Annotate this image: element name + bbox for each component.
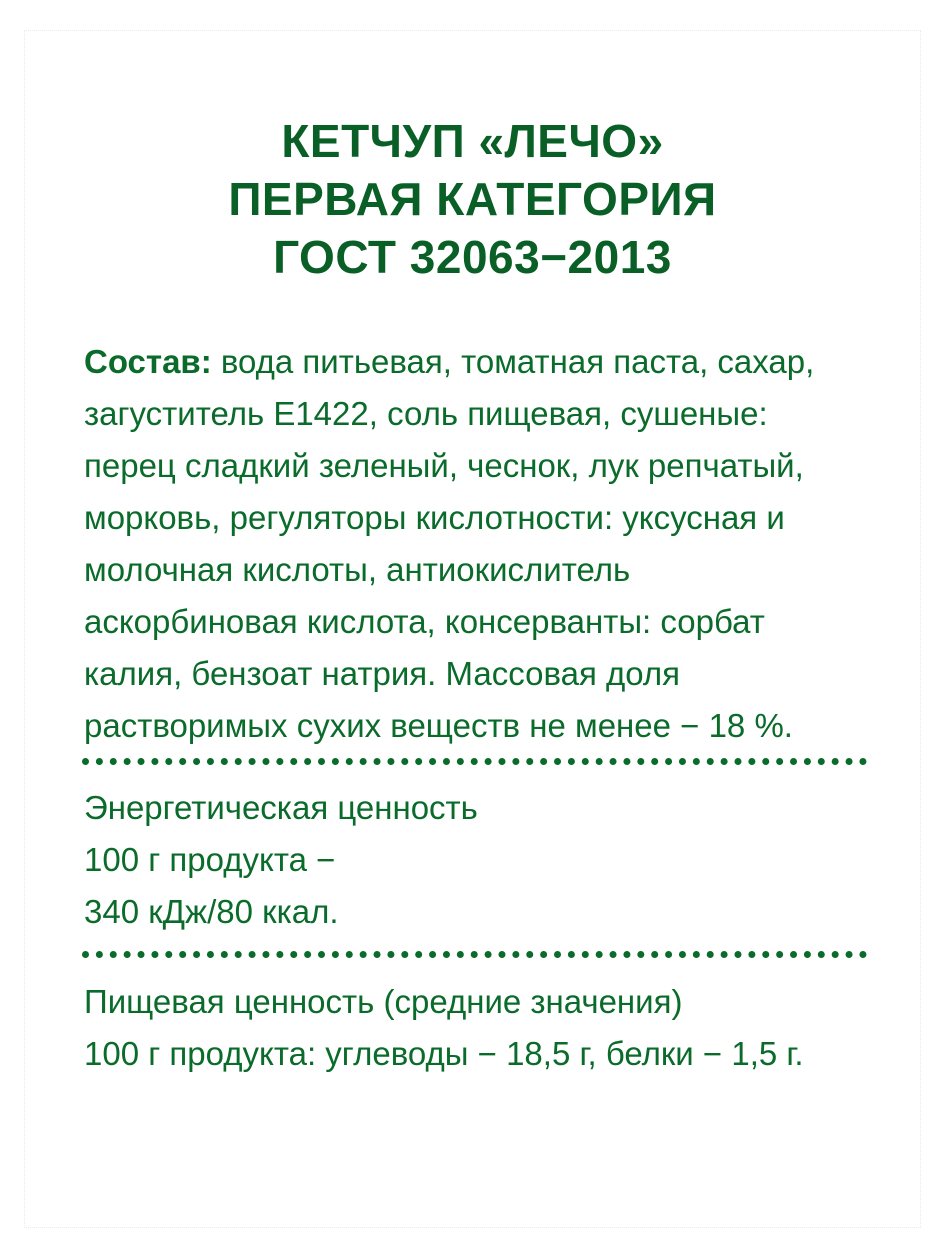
composition-text: вода питьевая, томатная паста, сахар, <box>211 343 815 380</box>
composition-line: загуститель Е1422, соль пищевая, сушеные: <box>84 395 768 432</box>
composition-line <box>84 336 874 388</box>
title-line-product: КЕТЧУП «ЛЕЧО» <box>281 115 664 167</box>
composition-section <box>84 336 874 752</box>
composition-line: молочная кислоты, антиокислитель <box>84 551 631 588</box>
energy-section <box>84 782 874 938</box>
title-line-standard: ГОСТ 32063−2013 <box>273 231 672 283</box>
product-title <box>0 112 945 286</box>
composition-line: растворимых сухих веществ не менее − 18 %. <box>84 707 793 744</box>
title-line-category: ПЕРВАЯ КАТЕГОРИЯ <box>228 173 717 225</box>
composition-line: калия, бензоат натрия. Массовая доля <box>84 655 680 692</box>
dotted-divider <box>82 951 867 958</box>
composition-line: морковь, регуляторы кислотности: уксусная и <box>84 499 785 536</box>
composition-label: Состав: <box>84 343 212 380</box>
energy-line: Энергетическая ценность <box>84 789 478 826</box>
dotted-divider <box>82 758 867 765</box>
nutrition-section <box>84 976 874 1080</box>
nutrition-line: Пищевая ценность (средние значения) <box>84 983 683 1020</box>
energy-line: 100 г продукта − <box>84 841 336 878</box>
energy-line: 340 кДж/80 ккал. <box>84 893 339 930</box>
nutrition-line: 100 г продукта: углеводы − 18,5 г, белки − 1,5 г. <box>84 1035 804 1072</box>
composition-line: аскорбиновая кислота, консерванты: сорбат <box>84 603 765 640</box>
composition-line: перец сладкий зеленый, чеснок, лук репчатый, <box>84 447 804 484</box>
